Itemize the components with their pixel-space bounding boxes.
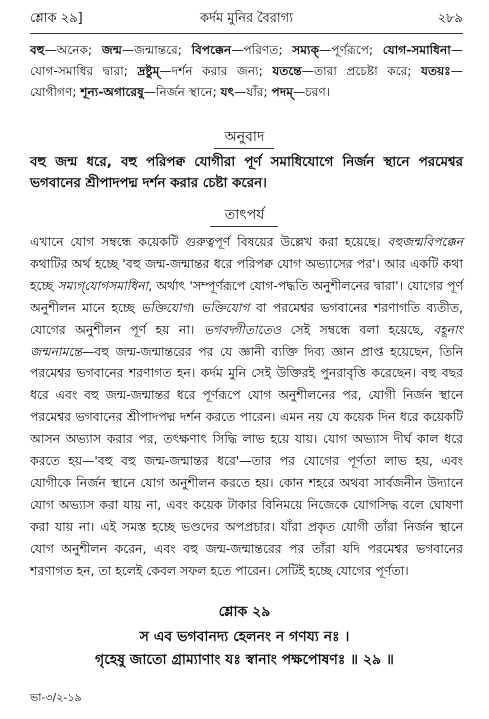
synonym-word: শূন্য-অগারেষু: [80, 85, 144, 99]
synonym-meaning: পূর্ণরূপে;: [331, 43, 383, 57]
purport-segment: ।: [189, 299, 201, 315]
verse-line-2: গৃহেষু জাতো গ্রাম্যাণাং যঃ স্বানাং পক্ষপোষণঃ ॥ ২৯ ॥: [95, 652, 394, 668]
purport-italic: সম্যগ্‌যোগসমাধিনা: [57, 277, 149, 293]
page-header: [30, 8, 463, 30]
page-footer-signature: ভা-৩/২-১৯: [30, 691, 82, 704]
synonym-meaning: তারা প্রচেষ্টা করে;: [313, 64, 421, 78]
purport-italic: বহুজন্মবিপক্কেন: [387, 234, 463, 249]
synonym-word: জন্ম: [101, 43, 122, 57]
synonym-word: যৎ: [220, 85, 235, 99]
synonym-meaning: যাঁর;: [246, 85, 272, 99]
verse-number: শ্লোক ২৯: [218, 604, 271, 620]
synonym-meaning: দর্শন করার জন্য;: [171, 64, 273, 78]
synonym-word: যোগ-সমাধিনা: [382, 43, 451, 57]
purport-italic: ভক্তিযোগ: [200, 299, 250, 315]
purport-segment: সেই সম্বন্ধে বলা হয়েছে,: [281, 321, 434, 337]
translation-text: বহু জন্ম ধরে, বহু পরিপক্ব যোগীরা পূর্ণ সমাধিযোগে নির্জন স্থানে পরমেশ্বর ভগবানের শ্রীপাদপদ্ম দর্শন করার চেষ্টা করেন।: [30, 155, 463, 191]
purport-segment: , অর্থাৎ 'সম্পূর্ণরূপে যোগ-পদ্ধতি অনুশীলনের দ্বারা'। যোগের পূর্ণ অনুশীলন মানে হচ্ছে: [30, 277, 463, 315]
translation-heading-underline: [214, 148, 274, 149]
synonym-meaning: পরিণত;: [243, 43, 293, 57]
purport-segment: —বহু জন্ম-জন্মান্তরের পর যে জ্ঞানী ব্যক্তি দিব্য জ্ঞান প্রাপ্ত হয়েছেন, তিনি পরমেশ্বর ভগবানের শরণাগত হন। কর্দম মুনি সেই উক্তিরই পুনরাবৃত্তি করেছেন। বহু বছর ধরে এবং বহু জন্ম-জন্মান্তর ধরে পূর্ণরূপে যোগ অনুশীলনের পর, যোগী নির্জন স্থানে পরমেশ্বর ভগবানের শ্রীপাদপদ্ম দর্শন করতে পারেন। এমন নয় যে কয়েক দিন ধরে কয়েকটি আসন অভ্যাস করার পর, তৎক্ষণাৎ সিদ্ধি লাভ হয়ে যায়। যোগ অভ্যাস দীর্ঘ কাল ধরে করতে হয়—'বহু বহু জন্ম-জন্মান্তর ধরে'—তার পর যোগের পূর্ণতা লাভ হয়, এবং যোগীকে নির্জন স্থানে যোগ অনুশীলন করতে হয়। কোন শহরে অথবা সার্বজনীন উদ্যানে যোগ অভ্যাস করা যায় না, এবং কয়েক টাকার বিনিময়ে নিজেকে যোগসিদ্ধ বলে ঘোষণা করা যায় না। এই সমস্ত হচ্ছে ভণ্ডদের অপপ্রচার। যাঁরা প্রকৃত যোগী তাঁরা নির্জন স্থানে যোগ অনুশীলন করেন, এবং বহু জন্ম-জন্মান্তরের পর তাঁরা যদি পরমেশ্বর ভগবানের শরণাগত হন, তা হলেই কেবল সফল হতে পারেন। সেটিই হচ্ছে যোগের পূর্ণতা।: [30, 343, 463, 578]
translation-heading: অনুবাদ: [224, 129, 265, 145]
synonym-meaning: অনেক;: [56, 43, 102, 57]
synonym-meaning: জন্মান্তরে;: [134, 43, 192, 57]
synonym-word: বহু: [30, 43, 45, 57]
word-synonyms: বহু—অনেক; জন্ম—জন্মান্তরে; বিপক্কেন—পরিণত; সম্যক্‌—পূর্ণরূপে; যোগ-সমাধিনা—যোগ-সমাধির দ্বারা; দ্রষ্টুম্—দর্শন করার জন্য; যতন্তে—তারা প্রচেষ্টা করে; যতয়ঃ—যোগীগণ; শূন্য-অগারেষু—নির্জন স্থানে; যৎ—যাঁর; পদম্—চরণ।: [30, 43, 463, 99]
synonym-word: বিপক্কেন: [191, 43, 232, 57]
header-rule: [30, 33, 463, 34]
header-page-number: ২৮৯: [437, 11, 463, 26]
purport-segment: বা পরমেশ্বর ভগবানের শরণাগতি ব্যতীত, যোগের অনুশীলন পূর্ণ হয় না।: [30, 299, 464, 337]
purport-italic: ভক্তিযোগ: [141, 299, 190, 315]
verse-line-1: স এব ভগবানদ্য হেলনং ন গণয্য নঃ ।: [139, 629, 350, 645]
purport-heading: তাৎপর্য: [224, 207, 265, 223]
purport-segment: কথাটির অর্থ হচ্ছে 'বহু জন্ম-জন্মান্তর ধরে পরিপক্ব যোগ অভ্যাসের পর'। আর একটি কথা হচ্ছে: [30, 255, 463, 293]
header-verse-ref: শ্লোক ২৯]: [30, 11, 83, 26]
synonym-word: যতন্তে: [272, 64, 302, 78]
synonym-meaning: যোগীগণ;: [30, 85, 81, 99]
synonym-word: পদম্: [271, 85, 293, 99]
purport-italic: বহূনাং জন্মনামন্তে: [30, 321, 463, 359]
header-chapter-title: কর্দম মুনির বৈরাগ্য: [200, 11, 293, 26]
purport-segment: এখানে যোগ সম্বন্ধে কয়েকটি গুরুত্বপূর্ণ বিষয়ের উল্লেখ করা হয়েছে।: [30, 234, 388, 249]
synonym-meaning: নির্জন স্থানে;: [155, 85, 221, 99]
synonym-meaning: যোগ-সমাধির দ্বারা;: [30, 64, 138, 78]
purport-italic: ভগবদ্গীতাতেও: [203, 321, 282, 337]
purport-text: [30, 231, 463, 582]
synonym-meaning: চরণ।: [305, 85, 331, 99]
synonym-word: যতয়ঃ: [420, 64, 451, 78]
purport-heading-underline: [210, 226, 278, 227]
synonym-word: সম্যক্‌: [292, 43, 320, 57]
synonym-word: দ্রষ্টুম্: [137, 64, 160, 78]
